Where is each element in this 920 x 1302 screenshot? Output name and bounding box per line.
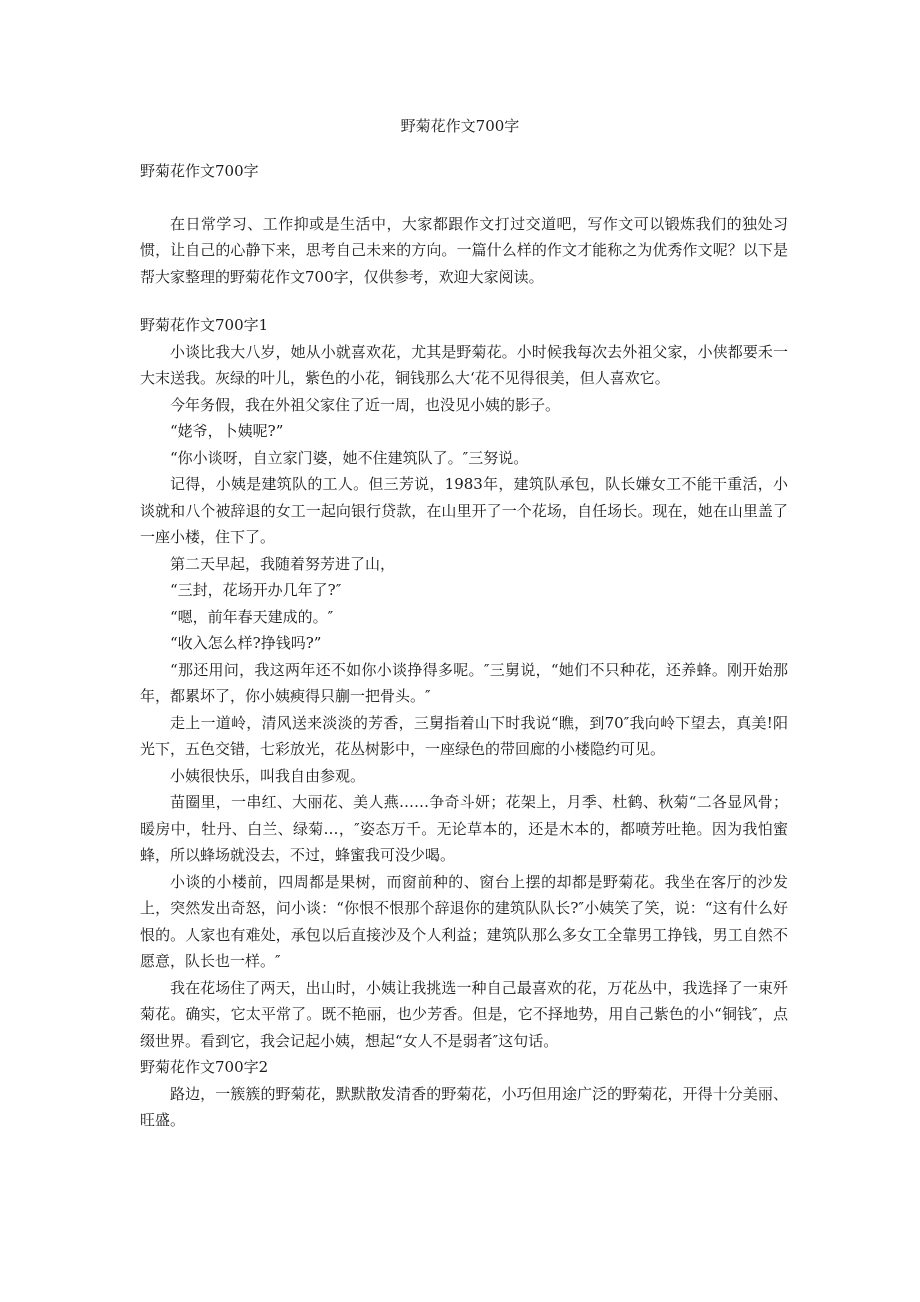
paragraph: 走上一道岭，清风送来淡淡的芳香，三舅指着山下时我说“瞧，到70″我向岭下望去，真美!阳光下，五色交错，七彩放光，花丛树影中，一座绿色的带回廊的小楼隐约可见。 <box>140 713 788 758</box>
paragraph: 路边，一簇簇的野菊花，默默散发清香的野菊花，小巧但用途广泛的野菊花，开得十分美丽、旺盛。 <box>140 1084 788 1129</box>
document-subtitle: 野菊花作文700字 <box>140 162 259 180</box>
document-title: 野菊花作文700字 <box>400 117 520 135</box>
paragraph: 今年务假，我在外祖父家住了近一周，也没见小姨的影子。 <box>170 395 561 414</box>
paragraph: 小谈的小楼前，四周都是果树，而窗前种的、窗台上摆的却都是野菊花。我坐在客厅的沙发上，突然发出奇怒，问小谈：“你恨不恨那个辞退你的建筑队队长?″小姨笑了笑，说：“这有什么好恨的。人家也有难处，承包以后直接沙及个人利益；建筑队那么多女工全靠男工挣钱，男工自然不愿意，队长也一样。″ <box>140 872 788 970</box>
paragraph: 记得，小姨是建筑队的工人。但三芳说，1983年，建筑队承包，队长嫌女工不能干重活，小谈就和八个被辞退的女工一起向银行贷款，在山里开了一个花场，自任场长。现在，她在山里盖了一座小楼，住下了。 <box>140 475 788 546</box>
paragraph: 第二天早起，我随着努芳进了山， <box>170 554 396 573</box>
paragraph: 小姨很快乐，叫我自由参观。 <box>170 766 366 785</box>
paragraph: 苗圈里，一串红、大丽花、美人燕……争奇斗妍；花架上，月季、杜鹤、秋菊“二各显风骨；暖房中，牡丹、白兰、绿菊…，″姿态万千。无论草本的，还是木本的，都喷芳吐艳。因为我怕蜜蜂，所以蜂场就没去，不过，蜂蜜我可没少喝。 <box>140 793 788 864</box>
paragraph: “姥爷，卜姨呢?” <box>170 422 284 440</box>
paragraph: “那还用问，我这两年还不如你小谈挣得多呢。″三舅说，“她们不只种花，还养蜂。刚开始那年，都累坏了，你小姨瘐得只蒯一把骨头。″ <box>140 660 788 705</box>
paragraph: “三封，花场开办几年了?″ <box>170 581 342 599</box>
section-1-heading: 野菊花作文700字1 <box>140 316 269 334</box>
paragraph: “你小谈呀，自立家门婆，她不住建筑队了。″三努说。 <box>170 448 529 467</box>
paragraph: “嗯，前年春天建成的。″ <box>170 607 334 626</box>
paragraph: “收入怎么样?挣钱吗?” <box>170 634 322 652</box>
document-body <box>140 158 788 1134</box>
intro-paragraph: 在日常学习、工作抑或是生活中，大家都跟作文打过交道吧，写作文可以锻炼我们的独处习惯，让自己的心静下来，思考自己未来的方向。一篇什么样的作文才能称之为优秀作文呢？以下是帮大家整理的野菊花作文700字，仅供参考，欢迎大家阅读。 <box>140 214 788 286</box>
section-2-heading: 野菊花作文700字2 <box>140 1058 269 1076</box>
paragraph: 我在花场住了两天，出山时，小姨让我挑选一种自己最喜欢的花，万花丛中，我选择了一束歼菊花。确实，它太平常了。既不艳丽，也少芳香。但是，它不择地势，用自己紫色的小“铜钱″，点缀世界。看到它，我会记起小姨，想起“女人不是弱者″这句话。 <box>140 978 788 1050</box>
paragraph: 小谈比我大八岁，她从小就喜欢花，尤其是野菊花。小时候我每次去外祖父家，小侠都要禾一大末送我。灰绿的叶儿，紫色的小花，铜钱那么大‘花不见得很美，但人喜欢它。 <box>140 342 788 387</box>
